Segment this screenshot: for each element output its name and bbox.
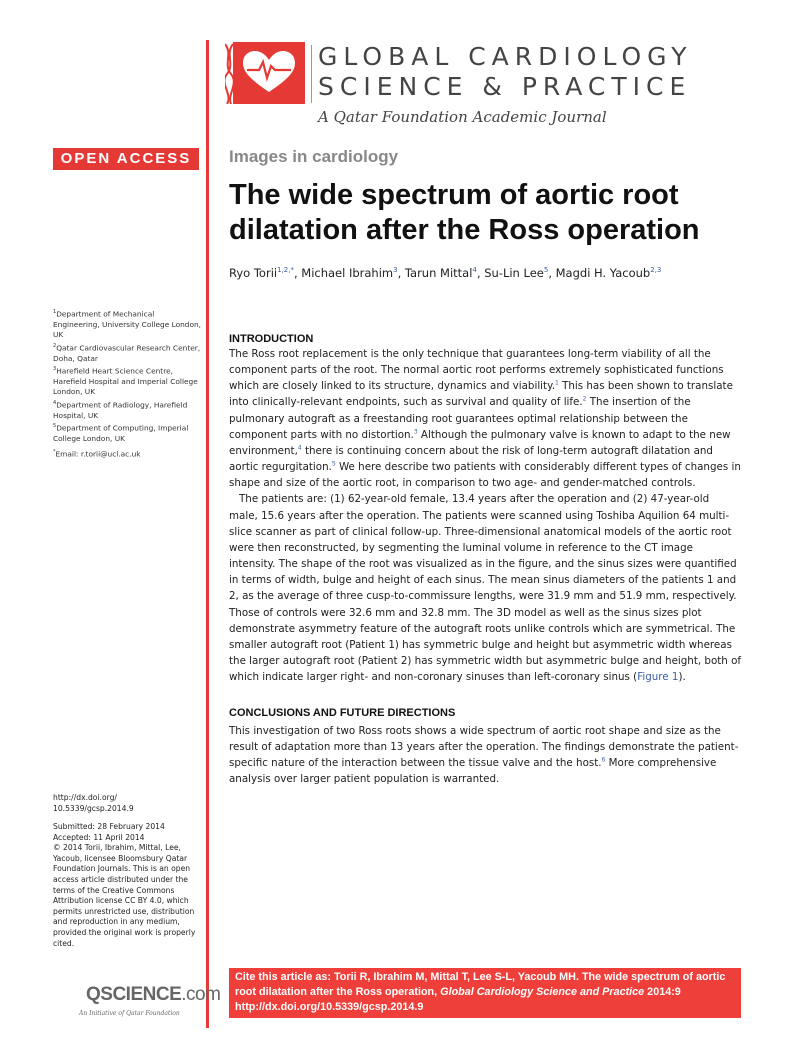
conclusions-paragraph: This investigation of two Ross roots shows a wide spectrum of aortic root shape and size as the result of adaptation more than 13 years after the operation. The findings demonstrate the patient-specific nature of the interaction between the tissue valve and the host.$^6$ More comprehensive analysis over larger patient population is warranted. [229, 725, 739, 786]
author: Su-Lin Lee [484, 266, 544, 280]
article-title: The wide spectrum of aortic root dilatation after the Ross operation [229, 179, 700, 246]
figure-1-link[interactable]: Figure 1 [637, 671, 679, 684]
affiliations [53, 307, 203, 460]
affiliation: $^2$Qatar Cardiovascular Research Center, Doha, Qatar [53, 342, 201, 363]
doi-line[interactable]: http://dx.doi.org/ [53, 793, 117, 802]
author: Ryo Torii [229, 266, 278, 280]
intro-body [229, 346, 741, 685]
submitted-date: Submitted: 28 February 2014 [53, 822, 165, 831]
affiliation: $^3$Harefield Heart Science Centre, Harefield Hospital and Imperial College London, UK [53, 365, 198, 397]
journal-subtitle: A Qatar Foundation Academic Journal [318, 108, 607, 126]
heart-dna-logo-icon [225, 42, 305, 104]
author: Michael Ibrahim [301, 266, 394, 280]
author-list: Ryo Torii$^{1,2,*}$, Michael Ibrahim$^3$, Tarun Mittal$^4$, Su-Lin Lee$^5$, Magdi H. Yacoub$^{2,3}$ [229, 266, 662, 280]
journal-name: GLOBAL CARDIOLOGY SCIENCE & PRACTICE [318, 42, 693, 101]
doi-block [53, 793, 205, 814]
doi-line[interactable]: 10.5339/gcsp.2014.9 [53, 803, 134, 813]
accepted-date: Accepted: 11 April 2014 [53, 832, 145, 842]
logo-divider [311, 45, 312, 103]
affiliation: $^5$Department of Computing, Imperial College London, UK [53, 422, 189, 443]
open-access-badge: OPEN ACCESS [53, 148, 199, 170]
intro-heading: INTRODUCTION [229, 333, 314, 345]
intro-paragraph-2: The patients are: (1) 62-year-old female, 13.4 years after the operation and (2) 47-year-old male, 15.6 years after the operation. The patients were scanned using Toshiba Aquilion 64 multi-slice scanner as part of clinical follow-up. Three-dimensional anatomical models of the aortic root were then reconstructed, by segmenting the luminal volume in reference to the CT image intensity. The shape of the root was visualized as in the figure, and the sinus sizes were quantified in terms of width, bulge and height of each sinus. The mean sinus diameters of the patients 1 and 2, as the average of three cusp-to-commissure lengths, were 31.9 mm and 51.9 mm, respectively. Those of controls were 32.6 mm and 32.8 mm. The 3D model as well as the sinus sizes plot demonstrate asymmetry feature of the autograft roots unlike controls which are symmetrical. The smaller autograft root (Patient 1) has symmetric bulge and height but asymmetric width whereas the larger autograft root (Patient 2) has symmetric width but asymmetric bulge and height, both of which indicate larger right- and non-coronary sinuses than left-coronary sinus (Figure 1). [229, 493, 742, 684]
qscience-tagline: An Initiative of Qatar Foundation [79, 1010, 180, 1017]
qscience-logo: QSCIENCE.com [86, 984, 221, 1005]
vertical-red-rule [206, 40, 209, 1028]
author: Magdi H. Yacoub [555, 266, 651, 280]
conclusions-body [229, 723, 741, 788]
affiliation: *Email: r.torii@ucl.ac.uk [53, 449, 141, 459]
affiliation: $^4$Department of Radiology, Harefield Hospital, UK [53, 399, 188, 420]
author: Tarun Mittal [404, 266, 473, 280]
citation-box: Cite this article as: Torii R, Ibrahim M, Mittal T, Lee S-L, Yacoub MH. The wide spectrum of aortic root dilatation after the Ross operation, Global Cardiology Science and Practice 2014:9 http://dx.doi.org/10.5339/gcsp.2014.9 [229, 968, 741, 1018]
affiliation: $^1$Department of Mechanical Engineering, University College London, UK [53, 309, 202, 340]
license-text: © 2014 Torii, Ibrahim, Mittal, Lee, Yacoub, licensee Bloomsbury Qatar Foundation Journals. This is an open access article distributed under the terms of the Creative Commons Attribution license CC BY 4.0, which permits unrestricted use, distribution and reproduction in any medium, provided the original work is properly cited. [53, 843, 196, 948]
citation-url[interactable]: http://dx.doi.org/10.5339/gcsp.2014.9 [235, 1001, 424, 1013]
conclusions-heading: CONCLUSIONS AND FUTURE DIRECTIONS [229, 707, 456, 719]
intro-paragraph-1: The Ross root replacement is the only technique that guarantees long-term viability of all the component parts of the root. The normal aortic root performs extremely sophisticated functions which are closely linked to its structure, dynamics and viability.$^1$ This has been shown to translate into clinically-relevant endpoints, such as survival and quality of life.$^2$ The insertion of the pulmonary autograft as a freestanding root guarantees optimal relationship between the component parts with no distortion.$^3$ Although the pulmonary valve is known to adapt to the new environment,$^4$ there is continuing concern about the risk of long-term autograft dilatation and aortic regurgitation.$^5$ We here describe two patients with considerably different types of changes in shape and size of the aortic root, in comparison to two age- and gender-matched controls. [229, 348, 741, 490]
section-label: Images in cardiology [229, 147, 399, 166]
dates-license-block [53, 822, 205, 949]
